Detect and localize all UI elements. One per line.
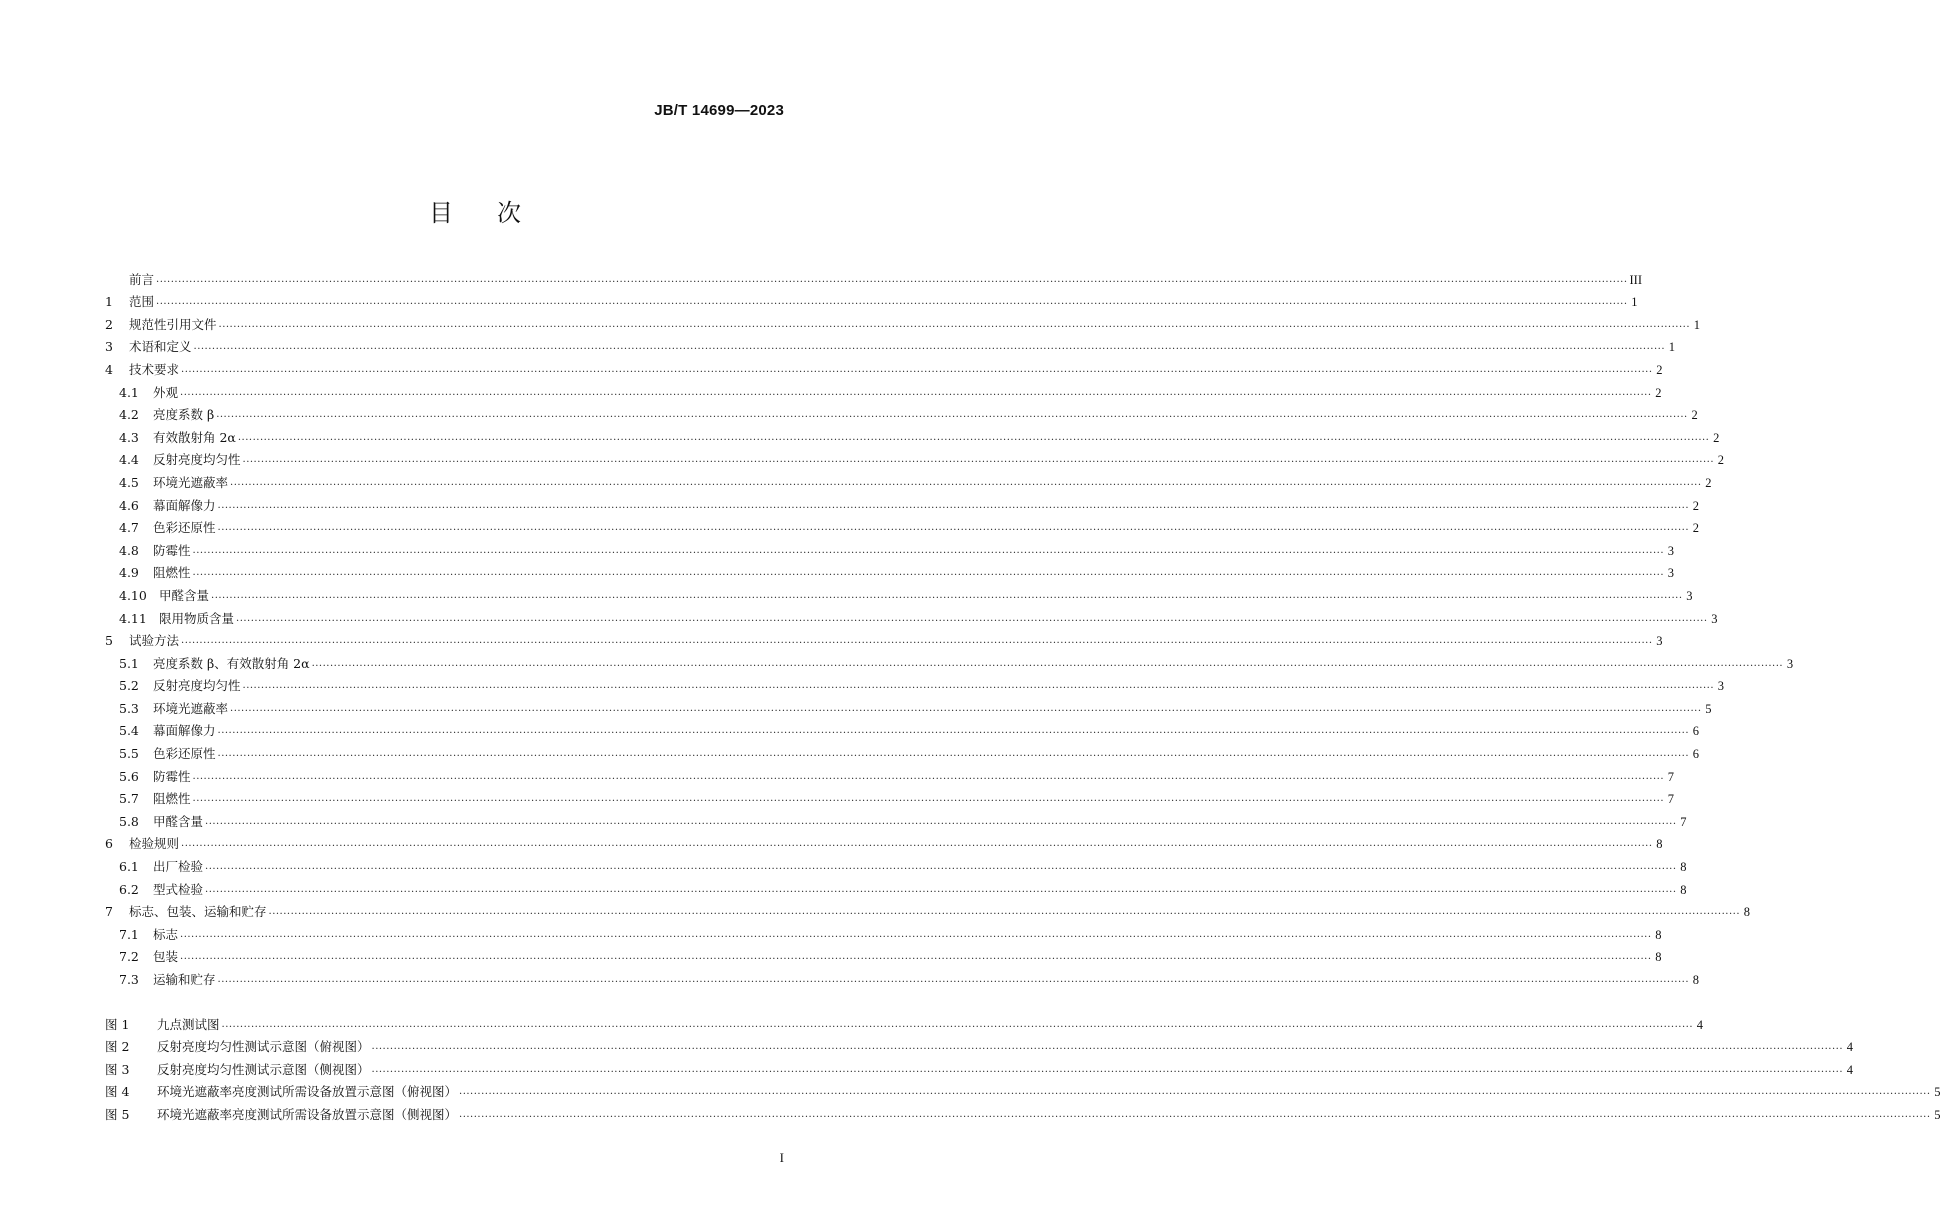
toc-entry-title: 反射亮度均匀性测试示意图（侧视图） bbox=[157, 1061, 370, 1077]
dot-leader: ................................................................................................................................................................................................................................................................................................................................................................................................................ bbox=[230, 476, 1702, 488]
toc-entry-page: 2 bbox=[1692, 521, 1699, 536]
dot-leader: ................................................................................................................................................................................................................................................................................................................................................................................................................ bbox=[156, 296, 1628, 308]
dot-leader: ................................................................................................................................................................................................................................................................................................................................................................................................................ bbox=[205, 815, 1677, 827]
toc-entry-page: 2 bbox=[1655, 385, 1662, 400]
toc-entry-title: 技术要求 bbox=[129, 361, 180, 377]
toc-entry-number: 5.4 bbox=[119, 723, 139, 739]
toc-entry-number: 1 bbox=[105, 294, 113, 310]
toc-entry[interactable] bbox=[105, 265, 1642, 288]
toc-entry-number: 4 bbox=[105, 361, 113, 377]
toc-entry-number: 5.2 bbox=[119, 678, 139, 694]
toc-entry-page: 2 bbox=[1713, 430, 1720, 445]
toc-entry[interactable] bbox=[105, 559, 1674, 582]
toc-entry-page: 2 bbox=[1691, 408, 1698, 423]
toc-entry[interactable] bbox=[105, 333, 1675, 356]
dot-leader: ................................................................................................................................................................................................................................................................................................................................................................................................................ bbox=[192, 567, 1664, 579]
toc-entry-title: 九点测试图 bbox=[157, 1016, 220, 1032]
toc-entry[interactable] bbox=[105, 694, 1712, 717]
toc-entry-page: 3 bbox=[1786, 656, 1794, 671]
table-of-contents bbox=[105, 265, 1941, 1123]
toc-entry-page: 2 bbox=[1705, 475, 1712, 490]
toc-entry-title: 包装 bbox=[153, 949, 179, 965]
toc-entry-page: 5 bbox=[1934, 1085, 1941, 1100]
toc-entry-title: 标志、包装、运输和贮存 bbox=[129, 904, 267, 920]
toc-entry-number: 4.5 bbox=[119, 474, 139, 490]
toc-entry[interactable] bbox=[105, 785, 1674, 808]
toc-entry-title: 范围 bbox=[129, 294, 155, 310]
toc-entry-page: 6 bbox=[1692, 724, 1699, 739]
toc-entry-title: 限用物质含量 bbox=[159, 610, 235, 626]
toc-entry-number: 2 bbox=[105, 316, 113, 332]
dot-leader: ................................................................................................................................................................................................................................................................................................................................................................................................................ bbox=[236, 612, 1708, 624]
dot-leader: ................................................................................................................................................................................................................................................................................................................................................................................................................ bbox=[217, 725, 1689, 737]
toc-entry-title: 甲醛含量 bbox=[159, 587, 210, 603]
toc-entry-page: 4 bbox=[1846, 1040, 1853, 1055]
toc-entry-title: 标志 bbox=[153, 926, 179, 942]
toc-entry-number: 4.2 bbox=[119, 407, 139, 423]
toc-entry[interactable] bbox=[105, 898, 1750, 921]
toc-entry-page: 8 bbox=[1743, 905, 1750, 920]
toc-entry-number: 图 3 bbox=[105, 1061, 130, 1077]
toc-entry-number: 4.1 bbox=[119, 384, 139, 400]
toc-entry-title: 阻燃性 bbox=[153, 791, 191, 807]
dot-leader: ................................................................................................................................................................................................................................................................................................................................................................................................................ bbox=[242, 454, 1714, 466]
dot-leader: ................................................................................................................................................................................................................................................................................................................................................................................................................ bbox=[192, 793, 1664, 805]
toc-entry-number: 6.2 bbox=[119, 881, 139, 897]
toc-entry-page: 2 bbox=[1692, 498, 1699, 513]
toc-entry-title: 反射亮度均匀性 bbox=[153, 678, 241, 694]
toc-entry-page: 2 bbox=[1717, 453, 1724, 468]
toc-entry-title: 试验方法 bbox=[129, 633, 180, 649]
title-char-2: 次 bbox=[497, 199, 521, 227]
toc-entry-number: 图 4 bbox=[105, 1084, 130, 1100]
toc-entry-page: 8 bbox=[1655, 950, 1662, 965]
toc-entry-number: 5.5 bbox=[119, 746, 139, 762]
dot-leader: ................................................................................................................................................................................................................................................................................................................................................................................................................ bbox=[371, 1063, 1843, 1075]
toc-entry[interactable] bbox=[105, 581, 1693, 604]
toc-entry[interactable] bbox=[105, 355, 1663, 378]
toc-entry-number: 图 2 bbox=[105, 1039, 130, 1055]
toc-entry-title: 环境光遮蔽率亮度测试所需设备放置示意图（侧视图） bbox=[157, 1106, 458, 1122]
toc-entry-page: 4 bbox=[1696, 1017, 1703, 1032]
toc-entry-title: 运输和贮存 bbox=[153, 972, 216, 987]
toc-entry[interactable] bbox=[105, 852, 1687, 875]
toc-entry-title: 阻燃性 bbox=[153, 565, 191, 581]
dot-leader: ................................................................................................................................................................................................................................................................................................................................................................................................................ bbox=[230, 702, 1702, 714]
toc-entry-page: 6 bbox=[1692, 747, 1699, 762]
toc-entry-title: 反射亮度均匀性测试示意图（俯视图） bbox=[157, 1039, 370, 1055]
figure-entry[interactable] bbox=[105, 1078, 1941, 1101]
toc-entry-title: 型式检验 bbox=[153, 881, 204, 897]
dot-leader: ................................................................................................................................................................................................................................................................................................................................................................................................................ bbox=[218, 318, 1690, 330]
figure-entry[interactable] bbox=[105, 1055, 1853, 1078]
toc-entry-page: 3 bbox=[1686, 588, 1693, 603]
toc-entry-number: 5 bbox=[105, 633, 113, 649]
dot-leader: ................................................................................................................................................................................................................................................................................................................................................................................................................ bbox=[217, 499, 1689, 511]
toc-entry-page: 3 bbox=[1717, 679, 1724, 694]
toc-entry[interactable] bbox=[105, 468, 1712, 491]
dot-leader: ................................................................................................................................................................................................................................................................................................................................................................................................................ bbox=[192, 544, 1664, 556]
dot-leader: ................................................................................................................................................................................................................................................................................................................................................................................................................ bbox=[205, 883, 1677, 895]
toc-entry[interactable] bbox=[105, 830, 1663, 853]
toc-entry-title: 环境光遮蔽率 bbox=[153, 700, 229, 716]
toc-entry-page: 2 bbox=[1656, 362, 1663, 377]
dot-leader: ................................................................................................................................................................................................................................................................................................................................................................................................................ bbox=[221, 1018, 1693, 1030]
dot-leader: ................................................................................................................................................................................................................................................................................................................................................................................................................ bbox=[180, 928, 1652, 940]
toc-entry-number: 7 bbox=[105, 904, 113, 920]
toc-entry-number: 3 bbox=[105, 339, 113, 355]
figure-entry[interactable] bbox=[105, 1100, 1941, 1123]
toc-entry[interactable] bbox=[105, 739, 1699, 762]
toc-entry[interactable] bbox=[105, 672, 1724, 695]
dot-leader: ................................................................................................................................................................................................................................................................................................................................................................................................................ bbox=[268, 906, 1740, 918]
toc-entry-number: 4.9 bbox=[119, 565, 139, 581]
toc-entry-number: 5.7 bbox=[119, 791, 139, 807]
dot-leader: ................................................................................................................................................................................................................................................................................................................................................................................................................ bbox=[156, 273, 1628, 285]
toc-entry-page: III bbox=[1629, 272, 1642, 287]
toc-entry-title: 色彩还原性 bbox=[153, 746, 216, 762]
toc-entry[interactable] bbox=[105, 627, 1663, 650]
toc-entry-title: 防霉性 bbox=[153, 768, 191, 784]
toc-entry-page: 8 bbox=[1656, 837, 1663, 852]
toc-entry-page: 1 bbox=[1668, 340, 1675, 355]
toc-entry[interactable] bbox=[105, 965, 1699, 988]
figure-entry[interactable] bbox=[105, 1033, 1853, 1056]
toc-entry-title: 环境光遮蔽率 bbox=[153, 474, 229, 490]
toc-entry-number: 4.7 bbox=[119, 520, 139, 536]
dot-leader: ................................................................................................................................................................................................................................................................................................................................................................................................................ bbox=[180, 386, 1652, 398]
dot-leader: ................................................................................................................................................................................................................................................................................................................................................................................................................ bbox=[311, 657, 1784, 669]
standard-code: JB/T 14699—2023 bbox=[654, 102, 784, 119]
dot-leader: ................................................................................................................................................................................................................................................................................................................................................................................................................ bbox=[459, 1108, 1931, 1120]
dot-leader: ................................................................................................................................................................................................................................................................................................................................................................................................................ bbox=[192, 770, 1664, 782]
toc-entry-number: 图 1 bbox=[105, 1016, 130, 1032]
dot-leader: ................................................................................................................................................................................................................................................................................................................................................................................................................ bbox=[180, 951, 1652, 963]
dot-leader: ................................................................................................................................................................................................................................................................................................................................................................................................................ bbox=[217, 974, 1689, 985]
toc-entry-page: 1 bbox=[1693, 317, 1700, 332]
toc-entry-page: 7 bbox=[1680, 814, 1687, 829]
toc-entry-page: 7 bbox=[1667, 792, 1674, 807]
dot-leader: ................................................................................................................................................................................................................................................................................................................................................................................................................ bbox=[205, 861, 1677, 873]
toc-entry-page: 3 bbox=[1667, 566, 1674, 581]
toc-entry-title: 前言 bbox=[129, 271, 155, 287]
toc-entry-number: 5.1 bbox=[119, 655, 139, 671]
toc-entry-page: 8 bbox=[1680, 882, 1687, 897]
toc-entry-number: 5.8 bbox=[119, 813, 139, 829]
page-number: I bbox=[779, 1150, 784, 1165]
toc-entry-number: 4.4 bbox=[119, 452, 139, 468]
toc-entry-number: 4.6 bbox=[119, 497, 139, 513]
dot-leader: ................................................................................................................................................................................................................................................................................................................................................................................................................ bbox=[242, 680, 1714, 692]
dot-leader: ................................................................................................................................................................................................................................................................................................................................................................................................................ bbox=[237, 431, 1710, 443]
toc-entry-title: 外观 bbox=[153, 384, 179, 400]
dot-leader: ................................................................................................................................................................................................................................................................................................................................................................................................................ bbox=[217, 748, 1689, 760]
figure-entry[interactable] bbox=[105, 1010, 1703, 1033]
toc-entry-number: 6.1 bbox=[119, 859, 139, 875]
toc-entry-number: 7.3 bbox=[119, 972, 139, 987]
toc-entry[interactable] bbox=[105, 536, 1674, 559]
toc-entry-title: 环境光遮蔽率亮度测试所需设备放置示意图（俯视图） bbox=[157, 1084, 458, 1100]
toc-entry-title: 规范性引用文件 bbox=[129, 316, 217, 332]
dot-leader: ................................................................................................................................................................................................................................................................................................................................................................................................................ bbox=[371, 1041, 1843, 1053]
dot-leader: ................................................................................................................................................................................................................................................................................................................................................................................................................ bbox=[193, 341, 1665, 353]
toc-entry[interactable] bbox=[105, 423, 1720, 446]
toc-entry-number: 5.3 bbox=[119, 700, 139, 716]
page-title bbox=[0, 193, 950, 228]
toc-entry-number: 7.1 bbox=[119, 926, 139, 942]
toc-entry-title: 亮度系数 β、有效散射角 2α bbox=[153, 655, 310, 671]
dot-leader: ................................................................................................................................................................................................................................................................................................................................................................................................................ bbox=[181, 838, 1653, 850]
toc-entry-page: 3 bbox=[1711, 611, 1718, 626]
toc-entry-page: 7 bbox=[1667, 769, 1674, 784]
toc-entry[interactable] bbox=[105, 717, 1699, 740]
toc-entry-title: 幕面解像力 bbox=[153, 723, 216, 739]
toc-entry[interactable] bbox=[105, 446, 1724, 469]
toc-entry[interactable] bbox=[105, 807, 1687, 830]
toc-entry[interactable] bbox=[105, 943, 1662, 966]
dot-leader: ................................................................................................................................................................................................................................................................................................................................................................................................................ bbox=[181, 635, 1653, 647]
toc-entry-page: 3 bbox=[1667, 543, 1674, 558]
toc-entry-page: 5 bbox=[1934, 1107, 1941, 1122]
section-spacer bbox=[105, 988, 785, 1010]
toc-entry-title: 检验规则 bbox=[129, 836, 180, 852]
toc-entry[interactable] bbox=[105, 514, 1699, 537]
toc-entry-title: 有效散射角 2α bbox=[153, 429, 236, 445]
toc-entry-page: 5 bbox=[1705, 701, 1712, 716]
toc-entry-title: 幕面解像力 bbox=[153, 497, 216, 513]
title-char-1: 目 bbox=[429, 199, 453, 227]
toc-entry-number: 4.8 bbox=[119, 542, 139, 558]
toc-entry-title: 术语和定义 bbox=[129, 339, 192, 355]
toc-entry-title: 出厂检验 bbox=[153, 859, 204, 875]
toc-entry-number: 图 5 bbox=[105, 1106, 130, 1122]
toc-entry-number: 4.11 bbox=[119, 610, 147, 626]
toc-entry-page: 3 bbox=[1656, 634, 1663, 649]
toc-entry-title: 亮度系数 β bbox=[153, 407, 215, 423]
toc-entry-title: 色彩还原性 bbox=[153, 520, 216, 536]
toc-entry-page: 8 bbox=[1692, 973, 1699, 987]
toc-entry-page: 8 bbox=[1655, 927, 1662, 942]
toc-entry-number: 7.2 bbox=[119, 949, 139, 965]
dot-leader: ................................................................................................................................................................................................................................................................................................................................................................................................................ bbox=[459, 1086, 1931, 1098]
toc-entry-number: 5.6 bbox=[119, 768, 139, 784]
dot-leader: ................................................................................................................................................................................................................................................................................................................................................................................................................ bbox=[181, 363, 1653, 375]
toc-entry[interactable] bbox=[105, 401, 1698, 424]
toc-entry-title: 防霉性 bbox=[153, 542, 191, 558]
toc-entry-page: 1 bbox=[1631, 295, 1638, 310]
toc-entry-title: 甲醛含量 bbox=[153, 813, 204, 829]
toc-entry[interactable] bbox=[105, 288, 1638, 311]
toc-entry[interactable] bbox=[105, 649, 1794, 672]
dot-leader: ................................................................................................................................................................................................................................................................................................................................................................................................................ bbox=[217, 522, 1689, 534]
toc-entry[interactable] bbox=[105, 762, 1674, 785]
toc-entry-page: 8 bbox=[1680, 860, 1687, 875]
toc-entry-number: 4.3 bbox=[119, 429, 139, 445]
toc-entry[interactable] bbox=[105, 875, 1687, 898]
toc-entry[interactable] bbox=[105, 378, 1662, 401]
dot-leader: ................................................................................................................................................................................................................................................................................................................................................................................................................ bbox=[211, 589, 1683, 601]
dot-leader: ................................................................................................................................................................................................................................................................................................................................................................................................................ bbox=[216, 409, 1688, 421]
toc-entry[interactable] bbox=[105, 604, 1718, 627]
toc-entry-number: 6 bbox=[105, 836, 113, 852]
toc-entry[interactable] bbox=[105, 310, 1700, 333]
toc-entry-number: 4.10 bbox=[119, 587, 147, 603]
toc-entry[interactable] bbox=[105, 491, 1699, 514]
toc-entry[interactable] bbox=[105, 920, 1662, 943]
toc-entry-title: 反射亮度均匀性 bbox=[153, 452, 241, 468]
toc-entry-page: 4 bbox=[1846, 1062, 1853, 1077]
